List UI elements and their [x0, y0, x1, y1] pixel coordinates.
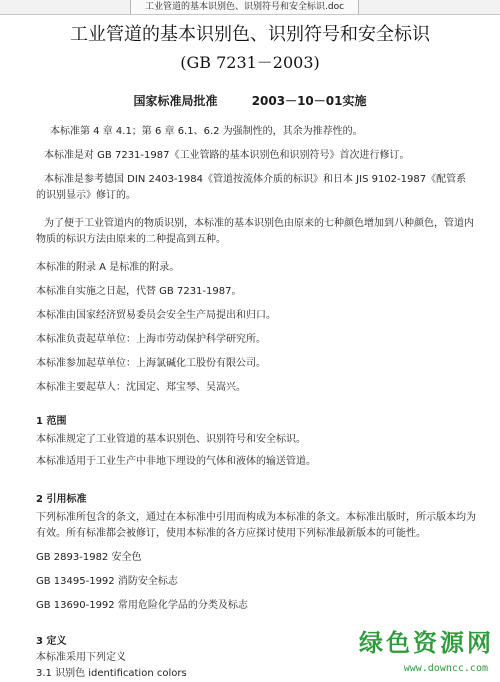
document-standard-number: (GB 7231－2003) [180, 53, 320, 72]
definition-item: 3.1 识别色 identification colors [36, 668, 187, 679]
document-page [0, 14, 500, 678]
section-heading: 1 范围 [36, 416, 67, 427]
paragraph: 本标准是参考德国 DIN 2403-1984《管道按流体介质的标识》和日本 JIS 9102-1987《配管系的识别显示》修订的。 [36, 174, 467, 201]
reference-item: GB 2893-1982 安全色 [36, 552, 142, 563]
section-heading: 3 定义 [36, 636, 67, 647]
paragraph: 本标准由国家经济贸易委员会安全生产局提出和归口。 [36, 310, 276, 321]
paragraph: 本标准第 4 章 4.1；第 6 章 6.1、6.2 为强制性的，其余为推荐性的。 [50, 126, 363, 137]
paragraph: 本标准规定了工业管道的基本识别色、识别符号和安全标识。 [36, 434, 306, 445]
reference-item: GB 13495-1992 消防安全标志 [36, 576, 178, 587]
paragraph: 下列标准所包含的条文，通过在本标准中引用而构成为本标准的条文。本标准出版时，所示版本均为有效。所有标准都会被修订，使用本标准的各方应探讨使用下列标准最新版本的可能性。 [36, 512, 476, 539]
paragraph: 本标准负责起草单位：上海市劳动保护科学研究所。 [36, 334, 266, 345]
paragraph: 本标准是对 GB 7231-1987《工业管路的基本识别色和识别符号》首次进行修订。 [44, 150, 410, 161]
document-tab[interactable]: 工业管道的基本识别色、识别符号和安全标识.doc [130, 0, 359, 14]
document-title: 工业管道的基本识别色、识别符号和安全标识 [70, 24, 430, 45]
paragraph: 本标准参加起草单位：上海氯碱化工股份有限公司。 [36, 358, 266, 369]
section-heading: 2 引用标准 [36, 494, 87, 505]
paragraph: 本标准主要起草人：沈国定、郑宝琴、吴嵩兴。 [36, 382, 246, 393]
watermark-logo: 绿色资源网 [359, 629, 494, 657]
paragraph: 本标准采用下列定义 [36, 652, 126, 663]
paragraph: 本标准的附录 A 是标准的附录。 [36, 262, 180, 273]
approval-date: 2003－10－01实施 [251, 94, 367, 108]
approval-org: 国家标准局批准 [133, 94, 218, 108]
paragraph: 为了便于工业管道内的物质识别，本标准的基本识别色由原来的七种颜色增加到八种颜色，管道内物质的标识方法由原来的二种提高到五种。 [36, 218, 474, 245]
paragraph: 本标准适用于工业生产中非地下埋设的气体和液体的输送管道。 [36, 456, 316, 467]
approval-line [0, 92, 500, 109]
watermark-url: www.downcc.com [403, 663, 488, 674]
paragraph: 本标准自实施之日起，代替 GB 7231-1987。 [36, 286, 242, 297]
reference-item: GB 13690-1992 常用危险化学品的分类及标志 [36, 600, 248, 611]
tab-bar [0, 0, 500, 15]
